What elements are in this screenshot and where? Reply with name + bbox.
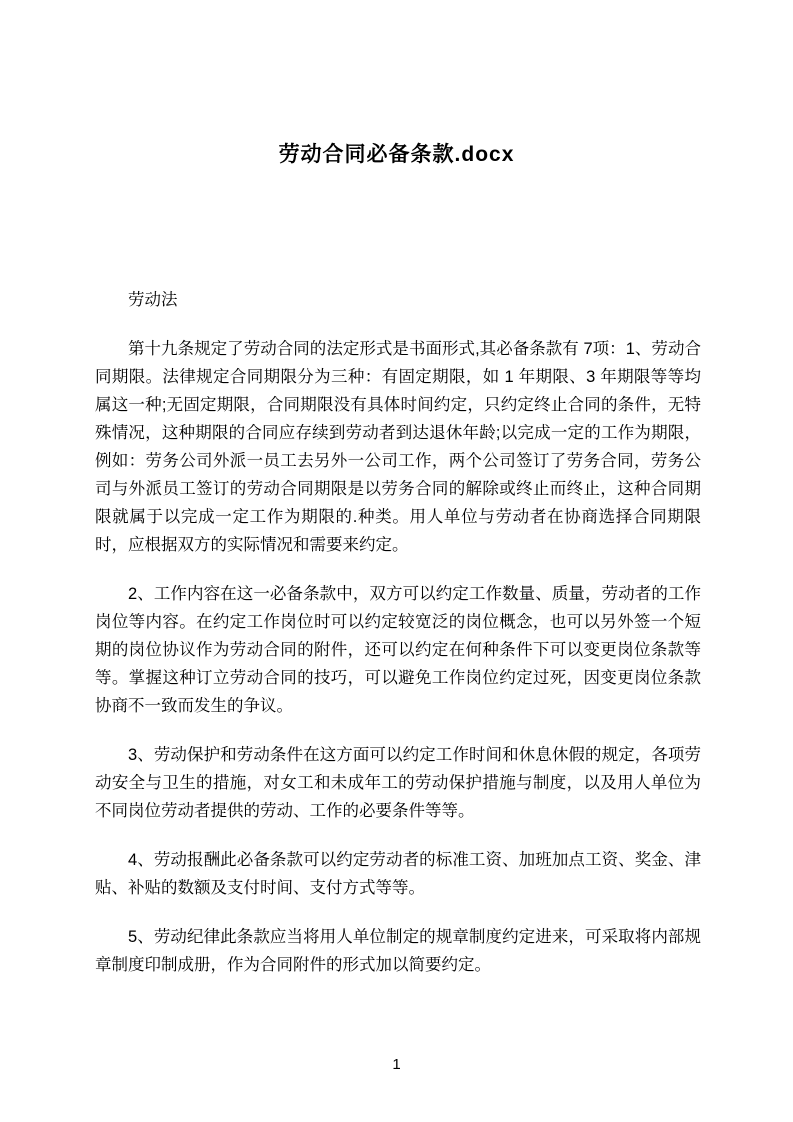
paragraph-clause-discipline: 5、劳动纪律此条款应当将用人单位制定的规章制度约定进来，可采取将内部规章制度印制成册，作为合同附件的形式加以简要约定。 xyxy=(95,928,701,974)
page-number: 1 xyxy=(392,1056,401,1073)
paragraph-clause-labor-protection: 3、劳动保护和劳动条件在这方面可以约定工作时间和休息休假的规定，各项劳动安全与卫生的措施，对女工和未成年工的劳动保护措施与制度，以及用人单位为不同岗位劳动者提供的劳动、工作的必要条件等等。 xyxy=(95,746,701,820)
document-body xyxy=(95,170,701,979)
paragraph-laodongfa: 劳动法 xyxy=(128,291,178,309)
paragraph-clause-remuneration: 4、劳动报酬此必备条款可以约定劳动者的标准工资、加班加点工资、奖金、津贴、补贴的数额及支付时间、支付方式等等。 xyxy=(95,851,701,897)
paragraph-clause-work-content: 2、工作内容在这一必备条款中，双方可以约定工作数量、质量，劳动者的工作岗位等内容。在约定工作岗位时可以约定较宽泛的岗位概念，也可以另外签一个短期的岗位协议作为劳动合同的附件，还可以约定在何种条件下可以变更岗位条款等等。掌握这种订立劳动合同的技巧，可以避免工作岗位约定过死，因变更岗位条款协商不一致而发生的争议。 xyxy=(95,585,701,715)
document-title: 劳动合同必备条款.docx xyxy=(278,143,515,166)
paragraph-clause-term: 第十九条规定了劳动合同的法定形式是书面形式,其必备条款有 7项：1、劳动合同期限。法律规定合同期限分为三种：有固定期限，如 1 年期限、3 年期限等等均属这一种;无固定期限，合同期限没有具体时间约定，只约定终止合同的条件，无特殊情况，这种期限的合同应存续到劳动者到达退休年龄;以完成一定的工作为期限，例如：劳务公司外派一员工去另外一公司工作，两个公司签订了劳务合同，劳务公司与外派员工签订的劳动合同期限是以劳务合同的解除或终止而终止，这种合同期限就属于以完成一定工作为期限的.种类。用人单位与劳动者在协商选择合同期限时，应根据双方的实际情况和需要来约定。 xyxy=(95,340,701,554)
